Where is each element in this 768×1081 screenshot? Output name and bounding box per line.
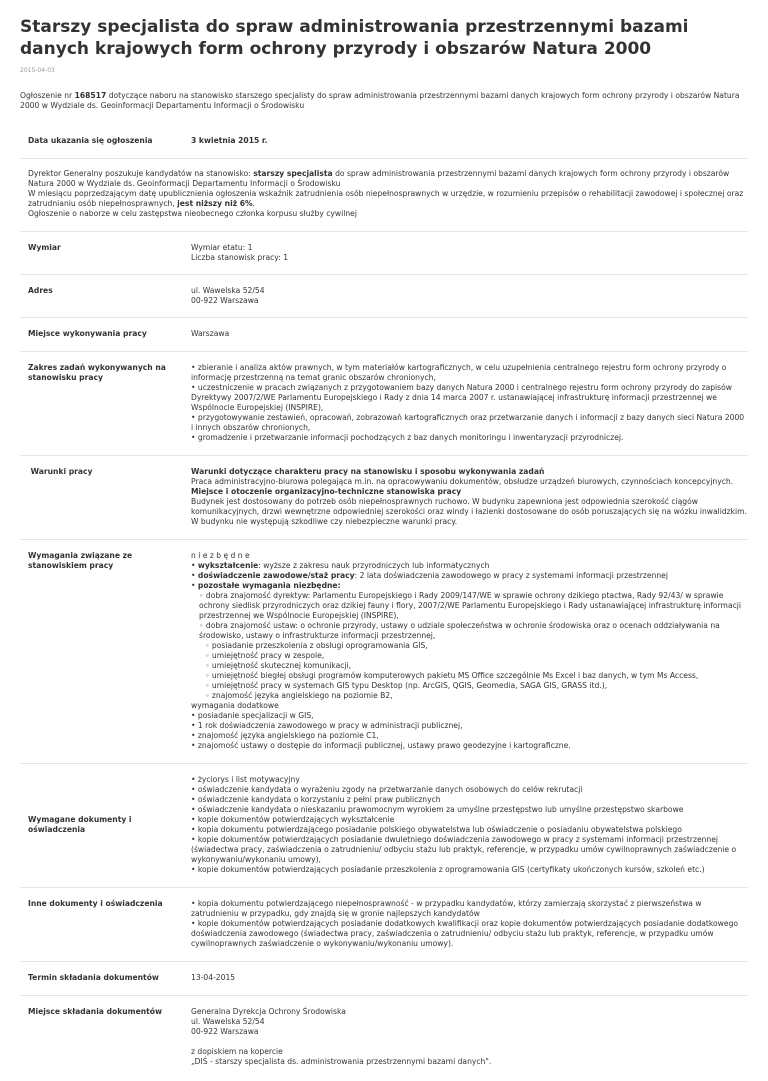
page-title: Starszy specjalista do spraw administrowania przestrzennymi bazami danych krajowych form ochrony przyrody i obszarów Natura 2000 <box>20 17 689 59</box>
inne-row <box>20 888 748 962</box>
row-value: Generalna Dyrekcja Ochrony Środowiska ul. Wawelska 52/54 00-922 Warszawa z dopiskiem na kopercie „DIŚ - starszy specjalista ds. administrowania przestrzennymi bazami danych". <box>191 1007 492 1066</box>
list-item: • uczestniczenie w pracach związanych z przygotowaniem bazy danych Natura 2000 i centralnego rejestru form ochrony przyrody do zapisów Dyrektywy 2007/2/WE Parlamentu Europejskiego i Rady z dnia 14 marca 2007 r. ustanawiającej infrastrukturę informacji przestrzennej we Wspólnocie Europejskiej (INSPIRE), <box>191 383 732 412</box>
wymiar-row <box>20 232 748 275</box>
row-label: Wymagane dokumenty i oświadczenia <box>28 815 132 834</box>
list-item: • kopie dokumentów potwierdzających posiadanie dwuletniego doświadczenia zawodowego w pracy z systemami informacji przestrzennej (świadectwa pracy, zaświadczenia o zatrudnieniu/ odbyciu stażu lub praktyk, referencje, w przypadku umów cywilnoprawnych zaświadczenie o wykonywaniu/wykonaniu umowy), <box>191 835 737 864</box>
list-item: ◦ dobra znajomość ustaw: o ochronie przyrody, ustawy o udziale społeczeństwa w ochronie środowiska oraz o ocenach oddziaływania na środowisko, ustawy o infrastrukturze informacji przestrzennej, <box>199 621 720 640</box>
list-item: • oświadczenie kandydata o nieskazaniu prawomocnym wyrokiem za umyślne przestępstwo lub umyślne przestępstwo skarbowe <box>191 805 684 814</box>
list-item: • posiadanie specjalizacji w GIS, <box>191 711 314 720</box>
row-value: Warszawa <box>191 329 230 338</box>
row-label: Zakres zadań wykonywanych na stanowisku pracy <box>28 363 166 382</box>
row-label: Data ukazania się ogłoszenia <box>28 136 153 145</box>
director-section <box>20 159 748 232</box>
director-paragraph-1: Dyrektor Generalny poszukuje kandydatów na stanowisko: starszy specjalista do spraw administrowania przestrzennymi bazami danych krajowych form ochrony przyrody i obszarów Natura 2000 w Wydziale ds. Geoinformacji Departamentu Informacji o Środowisku <box>28 169 730 188</box>
list-item: ◦ posiadanie przeszkolenia z obsługi oprogramowania GIS, <box>205 641 428 650</box>
list-item: • życiorys i list motywacyjny <box>191 775 300 784</box>
list-item: • kopie dokumentów potwierdzających wykształcenie <box>191 815 395 824</box>
intro-pre: Ogłoszenie nr <box>20 91 75 100</box>
list-item: ◦ znajomość języka angielskiego na poziomie B2, <box>205 691 393 700</box>
row-value: 3 kwietnia 2015 r. <box>191 136 268 145</box>
warunki-row <box>20 456 748 540</box>
list-item: • zbieranie i analiza aktów prawnych, w tym materiałów kartograficznych, w celu uzupełnienia centralnego rejestru form ochrony przyrody o informację przestrzenną na temat granic obszarów chronionych, <box>191 363 727 382</box>
director-paragraph-2: W miesiącu poprzedzającym datę upublicznienia ogłoszenia wskaźnik zatrudnienia osób niepełnosprawnych w urzędzie, w rozumieniu przepisów o rehabilitacji zawodowej i społecznej oraz zatrudnianiu osób niepełnosprawnych, jest niższy niż 6%. <box>28 189 744 208</box>
row-label: Wymagania związane ze stanowiskiem pracy <box>28 551 133 570</box>
adres-row <box>20 275 748 318</box>
section-heading: wymagania dodatkowe <box>191 701 279 710</box>
publication-date: 2015-04-03 <box>20 67 55 74</box>
announcement-date-row <box>20 125 748 159</box>
list-item: • oświadczenie kandydata o korzystaniu z pełni praw publicznych <box>191 795 441 804</box>
row-label: Wymiar <box>28 243 61 252</box>
announcement-number: 168517 <box>74 91 107 100</box>
list-item: • kopia dokumentu potwierdzającego niepełnosprawność - w przypadku kandydatów, którzy zamierzają skorzystać z pierwszeństwa w zatrudnieniu w przypadku, gdy znajdą się w gronie najlepszych kandydatów <box>191 899 702 918</box>
list-item: • znajomość ustawy o dostępie do informacji publicznej, ustawy prawo geodezyjne i kartograficzne. <box>191 741 571 750</box>
row-label: Miejsce składania dokumentów <box>28 1007 163 1016</box>
row-label: Adres <box>28 286 53 295</box>
row-value: Wymiar etatu: 1 Liczba stanowisk pracy: 1 <box>191 243 289 262</box>
list-item: ◦ umiejętność biegłej obsługi programów komputerowych pakietu MS Office szczególnie Ms Excel i baz danych, w tym Ms Access, <box>205 671 699 680</box>
miejsce-skladania-row <box>20 996 748 1081</box>
row-label: Inne dokumenty i oświadczenia <box>28 899 163 908</box>
miejsce-row <box>20 318 748 352</box>
list-item: ◦ umiejętność pracy w systemach GIS typu Desktop (np. ArcGIS, QGIS, Geomedia, SAGA GIS, GRASS itd.), <box>205 681 608 690</box>
list-item: ◦ umiejętność pracy w zespole, <box>205 651 325 660</box>
intro-post: dotyczące naboru na stanowisko starszego specjalisty do spraw administrowania przestrzennymi bazami danych krajowych form ochrony przyrody i obszarów Natura 2000 w Wydziale ds. Geoinformacji Departamentu Informacji o Środowisku <box>20 91 740 110</box>
row-label: Warunki pracy <box>28 467 93 476</box>
row-value <box>191 775 748 875</box>
row-value: 13-04-2015 <box>191 973 236 982</box>
row-label: Miejsce wykonywania pracy <box>28 329 147 338</box>
list-item: ◦ dobra znajomość dyrektyw: Parlamentu Europejskiego i Rady 2009/147/WE w sprawie ochrony dzikiego ptactwa, Rady 92/43/ w sprawie ochrony siedlisk przyrodniczych oraz dzikiej fauny i flory, 2007/2/WE Parlamentu Europejskiego i Rady ustanawiającej infrastrukturę informacji przestrzennej we Wspólnocie Europejskiej (INSPIRE), <box>199 591 742 620</box>
section-heading: n i e z b ę d n e <box>191 551 250 560</box>
director-paragraph-3: Ogłoszenie o naborze w celu zastępstwa nieobecnego członka korpusu służby cywilnej <box>28 209 357 218</box>
wymagania-row <box>20 540 748 764</box>
list-item: • kopia dokumentu potwierdzającego posiadanie polskiego obywatelstwa lub oświadczenie o posiadaniu obywatelstwa polskiego <box>191 825 682 834</box>
dokumenty-row <box>20 764 748 888</box>
list-item: ◦ umiejętność skutecznej komunikacji, <box>205 661 352 670</box>
list-item: • kopie dokumentów potwierdzających posiadanie przeszkolenia z oprogramowania GIS (certyfikaty ukończonych kursów, szkoleń etc.) <box>191 865 705 874</box>
row-value <box>191 363 748 443</box>
list-item: • 1 rok doświadczenia zawodowego w pracy w administracji publicznej, <box>191 721 463 730</box>
row-value: Warunki dotyczące charakteru pracy na stanowisku i sposobu wykonywania zadań Praca administracyjno-biurowa polegająca m.in. na opracowywaniu dokumentów, obsłudze urządzeń biurowych, czynnościach koncepcyjnych. Miejsce i otoczenie organizacyjno-techniczne stanowiska pracy Budynek jest dostosowany do potrzeb osób niepełnosprawnych ruchowo. W budynku zapewniona jest odpowiednia szerokość ciągów komunikacyjnych, drzwi wewnętrzne odpowiedniej szerokości oraz windy i łazienki dostosowane do osób poruszających się na wózku inwalidzkim. W budynku nie występują szkodliwe czy niebezpieczne warunki pracy. <box>191 467 747 526</box>
zakres-row <box>20 352 748 456</box>
intro-paragraph <box>20 91 748 111</box>
row-label: Termin składania dokumentów <box>28 973 159 982</box>
list-item: • kopie dokumentów potwierdzających posiadanie dodatkowych kwalifikacji oraz kopie dokumentów potwierdzających posiadanie dodatkowego doświadczenia zawodowego (świadectwa pracy, zaświadczenia o zatrudnieniu/ odbyciu stażu lub praktyk, referencje, w przypadku umów cywilnoprawnych zaświadczenie o wykonywaniu/wykonaniu umowy). <box>191 919 739 948</box>
list-item: • przygotowywanie zestawień, opracowań, zobrazowań kartograficznych oraz przetwarzanie danych i informacji z bazy danych sieci Natura 2000 i innych obszarów chronionych, <box>191 413 745 432</box>
row-value <box>191 899 748 949</box>
row-value: n i e z b ę d n e • wykształcenie: wyższe z zakresu nauk przyrodniczych lub informatycznych • doświadczenie zawodowe/staż pracy: 2 lata doświadczenia zawodowego w pracy z systemami informacji przestrzennej • pozostałe wymagania niezbędne: ◦ dobra znajomość dyrektyw: Parlamentu Europejskiego i Rady 2009/147/WE w sprawie ochrony dzikiego ptactwa, Rady 92/43/ w sprawie ochrony siedlisk przyrodniczych oraz dzikiej fauny i flory, 2007/2/WE Parlamentu Europejskiego i Rady ustanawiającej infrastrukturę informacji przestrzennej we Wspólnocie Europejskiej (INSPIRE), ◦ dobra znajomość ustaw: o ochronie przyrody, ustawy o udziale społeczeństwa w ochronie środowiska oraz o ocenach oddziaływania na środowisko, ustawy o infrastrukturze informacji przestrzennej, ◦ posiadanie przeszkolenia z obsługi oprogramowania GIS, ◦ umiejętność pracy w zespole, ◦ umiejętność skutecznej komunikacji, ◦ umiejętność biegłej obsługi programów komputerowych pakietu MS Office szczególnie Ms Excel i baz danych, w tym Ms Access, ◦ umiejętność pracy w systemach GIS typu Desktop (np. ArcGIS, QGIS, Geomedia, SAGA GIS, GRASS itd.), ◦ znajomość języka angielskiego na poziomie B2, wymagania dodatkowe • posiadanie specjalizacji w GIS, • 1 rok doświadczenia zawodowego w pracy w administracji publicznej, • znajomość języka angielskiego na poziomie C1, • znajomość ustawy o dostępie do informacji publicznej, ustawy prawo geodezyjne i kartograficzne. <box>191 551 748 751</box>
list-item: • gromadzenie i przetwarzanie informacji pochodzących z baz danych monitoringu i inwentaryzacji przyrodniczej. <box>191 433 624 442</box>
list-item: • oświadczenie kandydata o wyrażeniu zgody na przetwarzanie danych osobowych do celów rekrutacji <box>191 785 583 794</box>
list-item: • znajomość języka angielskiego na poziomie C1, <box>191 731 379 740</box>
row-value: ul. Wawelska 52/54 00-922 Warszawa <box>191 286 265 305</box>
termin-row <box>20 962 748 996</box>
